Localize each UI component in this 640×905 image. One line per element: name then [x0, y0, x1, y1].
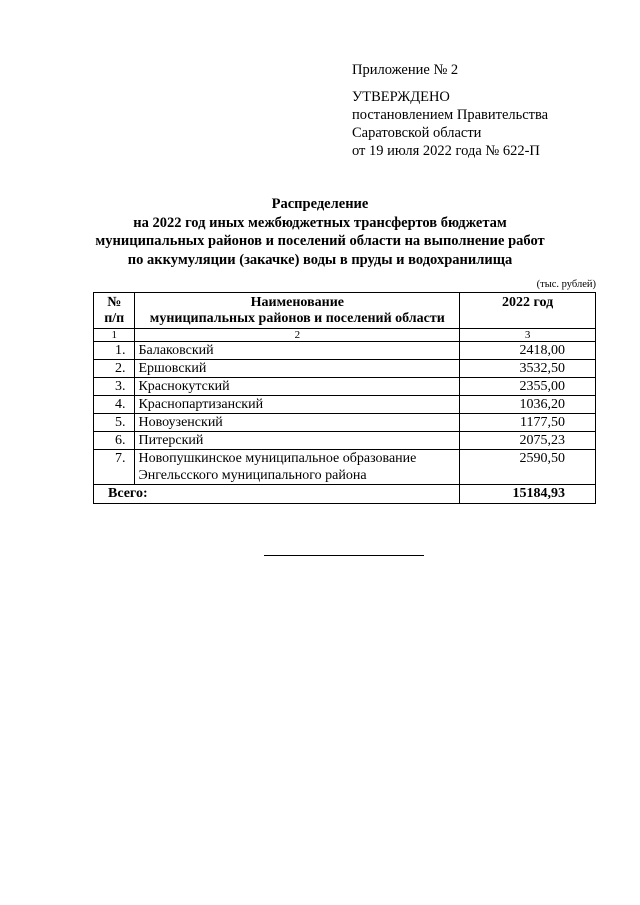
- column-index-2: 2: [135, 329, 460, 342]
- row-number: 2.: [94, 360, 135, 378]
- row-name: Ершовский: [135, 360, 460, 378]
- row-name-line-1: Новопушкинское муниципальное образование: [138, 451, 417, 466]
- row-number: 4.: [94, 396, 135, 414]
- row-name: Краснокутский: [135, 378, 460, 396]
- table-row: [94, 432, 596, 450]
- row-value: 2075,23: [460, 432, 596, 450]
- total-value: 15184,93: [460, 485, 596, 504]
- header-number: [94, 293, 135, 329]
- row-name: [135, 450, 460, 485]
- row-number: 6.: [94, 432, 135, 450]
- approval-line-2: Саратовской области: [352, 125, 482, 141]
- row-name: Питерский: [135, 432, 460, 450]
- row-name: Новоузенский: [135, 414, 460, 432]
- row-value: 2590,50: [460, 450, 596, 485]
- column-index-row: [94, 329, 596, 342]
- row-value: 3532,50: [460, 360, 596, 378]
- row-value: 1036,20: [460, 396, 596, 414]
- column-index-1: 1: [94, 329, 135, 342]
- approval-line-1: постановлением Правительства: [352, 107, 549, 123]
- row-name: Балаковский: [135, 342, 460, 360]
- header-number-pp: п/п: [104, 311, 125, 326]
- total-label: Всего:: [94, 485, 460, 504]
- distribution-table: [93, 292, 596, 504]
- heading-line-2: на 2022 год иных межбюджетных трансфертов бюджетам: [133, 214, 507, 231]
- header-number-sign: №: [107, 295, 122, 310]
- separator-line: [264, 555, 424, 556]
- table-row: [94, 414, 596, 432]
- table-row: [94, 378, 596, 396]
- approval-line-3: от 19 июля 2022 года № 622-П: [352, 143, 540, 159]
- units-label: (тыс. рублей): [536, 279, 596, 290]
- row-name-line-2: Энгельсского муниципального района: [138, 468, 367, 483]
- table-row: [94, 396, 596, 414]
- column-index-3: 3: [460, 329, 596, 342]
- row-name: Краснопартизанский: [135, 396, 460, 414]
- heading-line-4: по аккумуляции (закачке) воды в пруды и водохранилища: [127, 251, 513, 268]
- row-number: 1.: [94, 342, 135, 360]
- header-year: 2022 год: [460, 293, 596, 329]
- row-number: 7.: [94, 450, 135, 485]
- heading-line-3: муниципальных районов и поселений области на выполнение работ: [95, 233, 545, 249]
- header-name: [135, 293, 460, 329]
- header-name-line-1: Наименование: [250, 295, 344, 310]
- table-row: [94, 450, 596, 485]
- header-name-line-2: муниципальных районов и поселений области: [149, 311, 445, 326]
- row-value: 2355,00: [460, 378, 596, 396]
- row-value: 1177,50: [460, 414, 596, 432]
- row-number: 5.: [94, 414, 135, 432]
- table-row: [94, 360, 596, 378]
- appendix-number: Приложение № 2: [352, 62, 459, 78]
- table-row: [94, 342, 596, 360]
- row-number: 3.: [94, 378, 135, 396]
- row-value: 2418,00: [460, 342, 596, 360]
- approved-stamp: УТВЕРЖДЕНО: [352, 89, 450, 105]
- table-header-row: [94, 293, 596, 329]
- approval-block: [352, 61, 548, 160]
- heading-title: Распределение: [271, 196, 369, 212]
- total-row: [94, 485, 596, 504]
- document-heading: [0, 195, 640, 269]
